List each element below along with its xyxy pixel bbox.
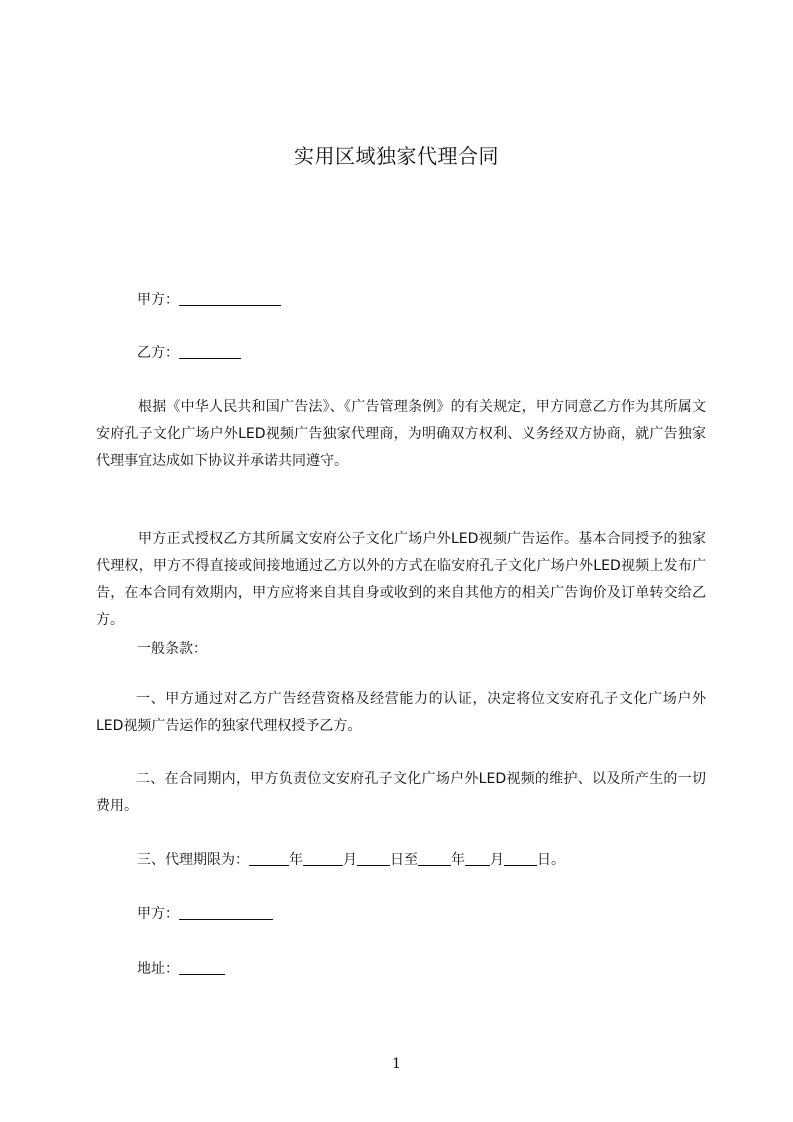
signature-party-a-line bbox=[137, 904, 747, 924]
end-month-unit: 月 bbox=[490, 852, 504, 868]
address-label: 地址： bbox=[137, 961, 179, 977]
party-a-label: 甲方： bbox=[137, 292, 179, 308]
start-month-unit: 月 bbox=[343, 852, 357, 868]
end-month-blank bbox=[465, 851, 490, 866]
start-month-blank bbox=[303, 851, 343, 866]
address-line bbox=[137, 959, 747, 979]
document-title: 实用区域独家代理合同 bbox=[294, 144, 499, 168]
party-b-blank bbox=[179, 344, 241, 359]
party-b-line bbox=[137, 343, 747, 363]
clause-one: 一、甲方通过对乙方广告经营资格及经营能力的认证，决定将位文安府孔子文化广场户外LED视频广告运作的独家代理权授予乙方。 bbox=[96, 691, 706, 734]
paragraph-authorization: 甲方正式授权乙方其所属文安府公子文化广场户外LED视频广告运作。基本合同授予的独家代理权，甲方不得直接或间接地通过乙方以外的方式在临安府孔子文化广场户外LED视频上发布广告，在本合同有效期内，甲方应将来自其自身或收到的来自其他方的相关广告询价及订单转交给乙方。 bbox=[96, 531, 706, 628]
paragraph-legal-basis: 根据《中华人民共和国广告法》、《广告管理条例》的有关规定，甲方同意乙方作为其所属文安府孔子文化广场户外LED视频广告独家代理商，为明确双方权利、义务经双方协商，就广告独家代理事宜达成如下协议并承诺共同遵守。 bbox=[96, 399, 706, 469]
end-year-blank bbox=[418, 851, 451, 866]
end-day-unit: 日。 bbox=[537, 852, 565, 868]
clause-three-prefix: 三、代理期限为： bbox=[137, 852, 249, 868]
start-year-unit: 年 bbox=[289, 852, 303, 868]
address-blank bbox=[179, 960, 225, 975]
page-number: 1 bbox=[392, 1056, 401, 1072]
general-terms-heading: 一般条款： bbox=[137, 641, 207, 657]
start-day-blank bbox=[357, 851, 390, 866]
party-a-line bbox=[137, 290, 747, 310]
end-day-blank bbox=[504, 851, 537, 866]
start-day-unit: 日至 bbox=[390, 852, 418, 868]
party-b-label: 乙方： bbox=[137, 345, 179, 361]
signature-party-a-blank bbox=[179, 905, 273, 920]
signature-party-a-label: 甲方： bbox=[137, 906, 179, 922]
start-year-blank bbox=[249, 851, 289, 866]
clause-three bbox=[137, 850, 747, 870]
clause-two: 二、在合同期内，甲方负责位文安府孔子文化广场户外LED视频的维护、以及所产生的一切费用。 bbox=[96, 771, 706, 814]
end-year-unit: 年 bbox=[451, 852, 465, 868]
party-a-blank bbox=[179, 291, 281, 306]
